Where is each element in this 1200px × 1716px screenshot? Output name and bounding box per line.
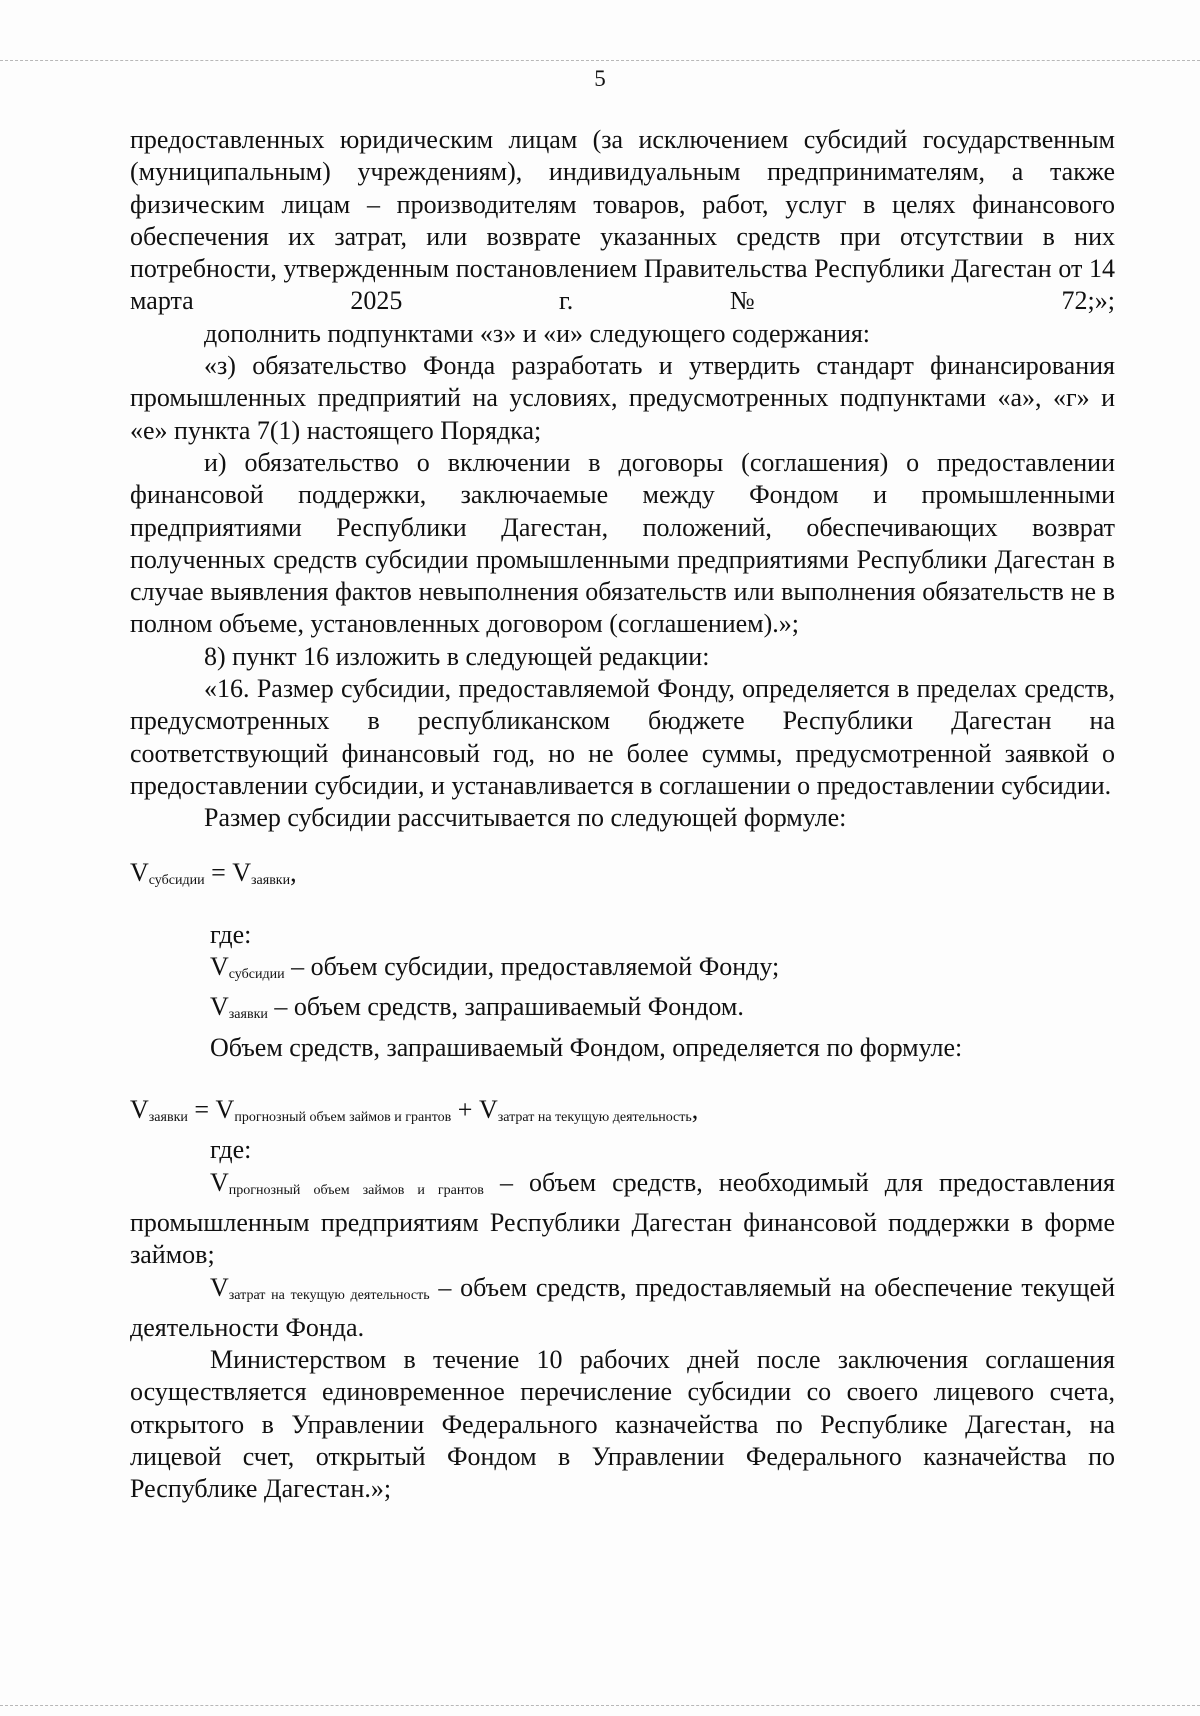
label-where: где: [210, 919, 252, 949]
definition-v-subsidy: $V_{субсидии}$ – объем субсидии, предоставляемой Фонду; [210, 952, 780, 983]
paragraph-point-8: 8) пункт 16 изложить в следующей редакции: [204, 641, 710, 671]
spacer [130, 835, 1115, 857]
definition-v-forecast: $V_{прогнозный объем займов и грантов}$ – объем средств, необходимый для предоставления промышленным предприятиям Республики Дагестан финансовой поддержки в форме займов; [130, 1167, 1115, 1270]
scan-top-edge [0, 60, 1200, 62]
paragraph-formula-intro: Размер субсидии рассчитывается по следующей формуле: [204, 803, 847, 833]
paragraph-continuation: предоставленных юридическим лицам (за исключением субсидий государственным (муниципальным) учреждениям), индивидуальным предпринимателям, а также физическим лицам – производителям товаров, работ, услуг в целях финансового обеспечения их затрат, или возврате указанных средств при отсутствии в них потребности, утвержденным постановлением Правительства Республики Дагестан от 14 марта 2025 г. № 72;»; [130, 125, 1115, 316]
spacer [130, 897, 1115, 919]
formula-request: $V_{заявки} = V_{прогнозный объем займов и грантов} + V_{затрат на текущую деятельность}$, [130, 1095, 699, 1126]
definition-v-request: $V_{заявки}$ – объем средств, запрашиваемый Фондом. [210, 992, 744, 1023]
paragraph-point-16: «16. Размер субсидии, предоставляемой Фонду, определяется в пределах средств, предусмотренных в республиканском бюджете Республики Дагестан на соответствующий финансовый год, но не более суммы, предусмотренной заявкой о предоставлении субсидии, и устанавливается в соглашении о предоставлении субсидии. [130, 674, 1115, 800]
page-number: 5 [594, 66, 606, 91]
document-body [130, 124, 1115, 1506]
definition-v-costs: $V_{затрат на текущую деятельность}$ – объем средств, предоставляемый на обеспечение текущей деятельности Фонда. [130, 1272, 1115, 1342]
paragraph-ministry-transfer: Министерством в течение 10 рабочих дней после заключения соглашения осуществляется единовременное перечисление субсидии со своего лицевого счета, открытого в Управлении Федерального казначейства по Республике Дагестан, на лицевой счет, открытый Фондом в Управлении Федерального казначейства по Республике Дагестан.»; [130, 1345, 1115, 1504]
paragraph-formula-intro-2: Объем средств, запрашиваемый Фондом, определяется по формуле: [210, 1032, 963, 1062]
spacer [130, 1064, 1115, 1094]
scan-bottom-edge [0, 1705, 1200, 1707]
label-where-2: где: [210, 1135, 252, 1165]
paragraph-item-i: и) обязательство о включении в договоры (соглашения) о предоставлении финансовой поддержки, заключаемые между Фондом и промышленными предприятиями Республики Дагестан, положений, обеспечивающих возврат полученных средств субсидии промышленными предприятиями Республики Дагестан в случае выявления фактов невыполнения обязательств или выполнения обязательств не в полном объеме, установленных договором (соглашением).»; [130, 447, 1115, 639]
paragraph-supplement: дополнить подпунктами «з» и «и» следующего содержания: [204, 318, 871, 348]
paragraph-item-z: «з) обязательство Фонда разработать и утвердить стандарт финансирования промышленных предприятий на условиях, предусмотренных подпунктами «а», «г» и «е» пункта 7(1) настоящего Порядка; [130, 351, 1115, 445]
formula-subsidy: $V_{субсидии} = V_{заявки}$, [130, 857, 297, 888]
